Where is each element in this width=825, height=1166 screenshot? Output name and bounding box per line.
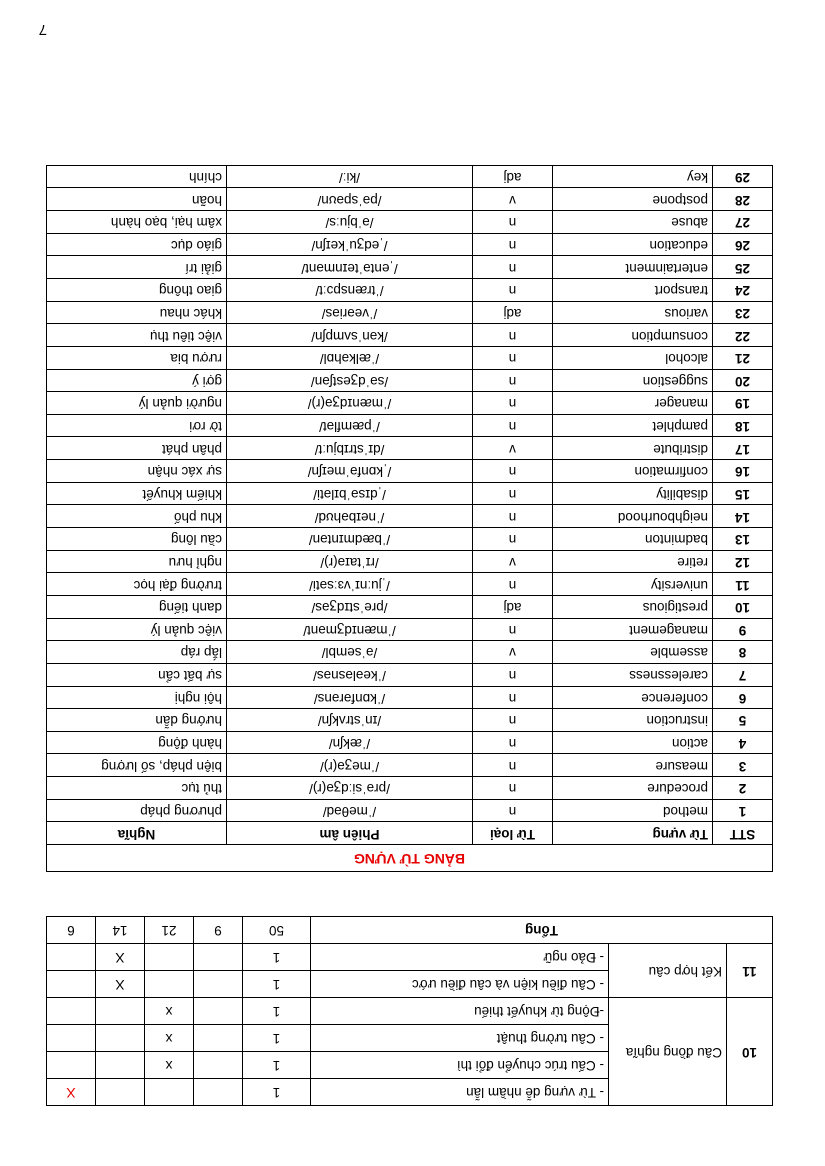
matrix-item: - Cấu trúc chuyển đổi thì [311,1052,609,1079]
matrix-total-c2: 21 [145,917,194,944]
vocab-meaning: cầu lông [46,528,226,551]
vocab-word: distribute [553,437,713,460]
vocab-ipa: /səˈdʒestʃən/ [227,369,473,392]
matrix-mark-c4 [47,944,96,971]
vocab-number: 14 [713,505,773,528]
vocab-type: adj [473,595,553,618]
vocab-row [46,754,772,777]
vocab-ipa: /ˌjuːnɪˈvɜːsəti/ [227,573,473,596]
matrix-mark-c1 [194,1025,243,1052]
vocab-row [46,278,772,301]
vocab-row [46,686,772,709]
vocab-title-row [46,845,772,872]
matrix-mark-c2: x [145,998,194,1025]
vocab-meaning: trường đại học [46,573,226,596]
matrix-row [47,1079,773,1106]
vocab-row [46,663,772,686]
vocab-word: transport [553,278,713,301]
vocab-ipa: /ˈmænɪdʒə(r)/ [227,392,473,415]
vocab-type: n [473,528,553,551]
vocab-row [46,799,772,822]
vocab-ipa: /kiː/ [227,165,473,188]
vocab-type: n [473,777,553,800]
vocab-word: education [553,233,713,256]
matrix-row-group: Câu đồng nghĩa [609,998,727,1106]
vocab-type: n [473,709,553,732]
vocab-meaning: xâm hại, bạo hành [46,211,226,234]
vocab-meaning: rượu bia [46,346,226,369]
vocab-word: procedure [553,777,713,800]
vocab-meaning: hành động [46,731,226,754]
vocab-meaning: lắp ráp [46,641,226,664]
vocab-word: disability [553,482,713,505]
vocab-type: adj [473,301,553,324]
matrix-mark-c3: X [96,971,145,998]
vocab-word: management [553,618,713,641]
vocab-type: n [473,256,553,279]
vocab-word: pamphlet [553,414,713,437]
vocab-meaning: tờ rơi [46,414,226,437]
vocab-ipa: /ˌkɒnfəˈmeɪʃn/ [227,460,473,483]
matrix-total-count: 50 [243,917,311,944]
vocab-ipa: /ˈtrænspɔːt/ [227,278,473,301]
matrix-count: 1 [243,1079,311,1106]
vocab-row [46,301,772,324]
vocab-type: v [473,641,553,664]
vocab-number: 21 [713,346,773,369]
vocab-row [46,573,772,596]
vocab-meaning: nghỉ hưu [46,550,226,573]
vocab-number: 25 [713,256,773,279]
vocab-type: n [473,663,553,686]
matrix-row [47,971,773,998]
vocab-body [46,165,772,871]
vocab-word: consumption [553,324,713,347]
vocab-row [46,618,772,641]
vocab-number: 9 [713,618,773,641]
vocab-word: measure [553,754,713,777]
matrix-total-c3: 14 [96,917,145,944]
vocab-type: n [473,324,553,347]
vocab-ipa: /kənˈsʌmpʃn/ [227,324,473,347]
vocab-row [46,414,772,437]
matrix-mark-c1 [194,1079,243,1106]
vocab-ipa: /ˌdɪsəˈbɪləti/ [227,482,473,505]
vocab-meaning: biện pháp, số lượng [46,754,226,777]
vocab-meaning: sự xác nhận [46,460,226,483]
header-type: Từ loại [473,822,553,845]
vocab-type: n [473,482,553,505]
vocab-row [46,460,772,483]
vocab-type: v [473,188,553,211]
vocab-number: 29 [713,165,773,188]
vocab-ipa: /prəˈsiːdʒə(r)/ [227,777,473,800]
vocab-row [46,641,772,664]
vocab-word: conference [553,686,713,709]
vocab-number: 2 [713,777,773,800]
vocab-row [46,731,772,754]
matrix-item: - Từ vựng dễ nhầm lẫn [311,1079,609,1106]
vocab-number: 18 [713,414,773,437]
matrix-item: -Động từ khuyết thiếu [311,998,609,1025]
matrix-mark-c4 [47,998,96,1025]
vocab-meaning: người quản lý [46,392,226,415]
vocab-meaning: phương pháp [46,799,226,822]
vocab-number: 16 [713,460,773,483]
vocab-number: 22 [713,324,773,347]
vocab-number: 26 [713,233,773,256]
vocab-meaning: khiếm khuyết [46,482,226,505]
matrix-mark-c4 [47,1052,96,1079]
vocab-meaning: giải trí [46,256,226,279]
header-meaning: Nghĩa [46,822,226,845]
vocab-meaning: khác nhau [46,301,226,324]
vocab-type: n [473,731,553,754]
vocab-ipa: /ˌedʒuˈkeɪʃn/ [227,233,473,256]
vocab-ipa: /əˈsembl/ [227,641,473,664]
vocab-row [46,165,772,188]
vocab-word: university [553,573,713,596]
vocab-word: method [553,799,713,822]
vocab-row [46,256,772,279]
vocab-number: 11 [713,573,773,596]
vocab-ipa: /ˌentəˈteɪnmənt/ [227,256,473,279]
vocab-type: n [473,233,553,256]
vocab-ipa: /pəˈspəʊn/ [227,188,473,211]
vocab-number: 27 [713,211,773,234]
vocab-number: 28 [713,188,773,211]
vocab-ipa: /rɪˈtaɪə(r)/ [227,550,473,573]
vocab-number: 1 [713,799,773,822]
vocabulary-table [46,165,773,872]
vocab-ipa: /ˈveəriəs/ [227,301,473,324]
vocab-meaning: khu phố [46,505,226,528]
vocab-row [46,392,772,415]
vocab-ipa: /preˈstɪdʒəs/ [227,595,473,618]
vocab-meaning: danh tiếng [46,595,226,618]
vocab-word: abuse [553,211,713,234]
vocab-type: n [473,211,553,234]
vocab-type: adj [473,165,553,188]
matrix-mark-c2: x [145,1052,194,1079]
question-matrix-table [46,916,773,1106]
vocab-type: n [473,369,553,392]
vocab-number: 20 [713,369,773,392]
matrix-total-label: Tổng [311,917,773,944]
vocab-ipa: /ˈbædmɪntən/ [227,528,473,551]
vocab-word: entertainment [553,256,713,279]
matrix-total-c1: 9 [194,917,243,944]
vocab-ipa: /ˈælkəhɒl/ [227,346,473,369]
vocab-word: retire [553,550,713,573]
vocab-ipa: /ˈækʃn/ [227,731,473,754]
header-ipa: Phiên âm [227,822,473,845]
matrix-item: - Câu điều kiện và câu điều ước [311,971,609,998]
vocab-ipa: /ˈkɒnfərəns/ [227,686,473,709]
vocab-type: n [473,799,553,822]
vocab-word: confirmation [553,460,713,483]
matrix-mark-c3 [96,1025,145,1052]
vocab-type: n [473,346,553,369]
matrix-count: 1 [243,1025,311,1052]
matrix-mark-c3 [96,1079,145,1106]
vocab-row [46,233,772,256]
matrix-mark-c1 [194,998,243,1025]
matrix-mark-c2 [145,944,194,971]
vocab-number: 23 [713,301,773,324]
matrix-mark-c3 [96,998,145,1025]
vocab-row [46,211,772,234]
vocab-word: key [553,165,713,188]
vocab-row [46,369,772,392]
vocab-row [46,346,772,369]
matrix-body [47,917,773,1106]
vocab-number: 24 [713,278,773,301]
vocab-word: carelessness [553,663,713,686]
vocab-number: 4 [713,731,773,754]
matrix-mark-c4: X [47,1079,96,1106]
vocab-ipa: /əˈbjuːs/ [227,211,473,234]
matrix-count: 1 [243,944,311,971]
vocab-meaning: hoãn [46,188,226,211]
vocab-word: suggestion [553,369,713,392]
vocab-number: 7 [713,663,773,686]
vocab-type: n [473,460,553,483]
matrix-count: 1 [243,1052,311,1079]
vocab-meaning: gợi ý [46,369,226,392]
matrix-mark-c2 [145,1079,194,1106]
matrix-mark-c3 [96,1052,145,1079]
vocab-ipa: /ˈkeələsnəs/ [227,663,473,686]
vocab-number: 13 [713,528,773,551]
matrix-total-row [47,917,773,944]
matrix-total-c4: 6 [47,917,96,944]
matrix-mark-c3: X [96,944,145,971]
vocab-ipa: /ɪnˈstrʌkʃn/ [227,709,473,732]
vocab-number: 12 [713,550,773,573]
vocab-type: n [473,392,553,415]
vocab-row [46,505,772,528]
vocab-type: n [473,505,553,528]
matrix-item: - Câu tường thuật [311,1025,609,1052]
vocab-meaning: hội nghị [46,686,226,709]
vocab-title: BẢNG TỪ VỰNG [46,845,772,872]
matrix-row-group: Kết hợp câu [609,944,727,998]
vocab-meaning: giáo dục [46,233,226,256]
matrix-mark-c1 [194,1052,243,1079]
vocab-word: instruction [553,709,713,732]
vocab-meaning: thủ tục [46,777,226,800]
matrix-mark-c2 [145,971,194,998]
vocab-type: n [473,754,553,777]
page-number: 7 [38,21,47,38]
vocab-word: neighbourhood [553,505,713,528]
vocab-number: 8 [713,641,773,664]
matrix-mark-c1 [194,971,243,998]
vocab-row [46,528,772,551]
vocab-ipa: /ˈmeʒə(r)/ [227,754,473,777]
matrix-count: 1 [243,998,311,1025]
vocab-word: various [553,301,713,324]
vocab-type: v [473,550,553,573]
vocab-number: 10 [713,595,773,618]
vocab-type: n [473,573,553,596]
vocab-number: 15 [713,482,773,505]
vocab-word: alcohol [553,346,713,369]
matrix-item: - Đảo ngữ [311,944,609,971]
vocab-type: n [473,618,553,641]
vocab-row [46,437,772,460]
vocab-word: assemble [553,641,713,664]
vocab-meaning: việc quản lý [46,618,226,641]
header-stt: STT [713,822,773,845]
matrix-count: 1 [243,971,311,998]
vocab-word: prestigious [553,595,713,618]
vocab-ipa: /dɪˈstrɪbjuːt/ [227,437,473,460]
vocab-meaning: hướng dẫn [46,709,226,732]
matrix-mark-c4 [47,971,96,998]
vocab-number: 17 [713,437,773,460]
vocab-ipa: /ˈneɪbəhʊd/ [227,505,473,528]
vocab-type: n [473,686,553,709]
vocab-row [46,777,772,800]
vocab-header-row [46,822,772,845]
vocab-row [46,482,772,505]
vocab-row [46,550,772,573]
vocab-ipa: /ˈpæmflət/ [227,414,473,437]
vocab-ipa: /ˈmænɪdʒmənt/ [227,618,473,641]
matrix-row-number: 10 [727,998,773,1106]
vocab-meaning: sự bất cẩn [46,663,226,686]
vocab-meaning: việc tiêu thụ [46,324,226,347]
vocab-type: v [473,437,553,460]
matrix-mark-c4 [47,1025,96,1052]
header-word: Từ vựng [553,822,713,845]
vocab-word: manager [553,392,713,415]
vocab-type: n [473,278,553,301]
vocab-number: 6 [713,686,773,709]
vocab-word: action [553,731,713,754]
vocab-row [46,595,772,618]
matrix-mark-c2: x [145,1025,194,1052]
vocab-row [46,324,772,347]
vocab-meaning: chính [46,165,226,188]
vocab-row [46,188,772,211]
vocab-number: 5 [713,709,773,732]
matrix-row-number: 11 [727,944,773,998]
vocab-number: 3 [713,754,773,777]
vocab-ipa: /ˈmeθəd/ [227,799,473,822]
vocab-word: postpone [553,188,713,211]
vocab-type: n [473,414,553,437]
vocab-word: badminton [553,528,713,551]
vocab-meaning: giao thông [46,278,226,301]
vocab-row [46,709,772,732]
vocab-meaning: phân phát [46,437,226,460]
vocab-number: 19 [713,392,773,415]
matrix-mark-c1 [194,944,243,971]
